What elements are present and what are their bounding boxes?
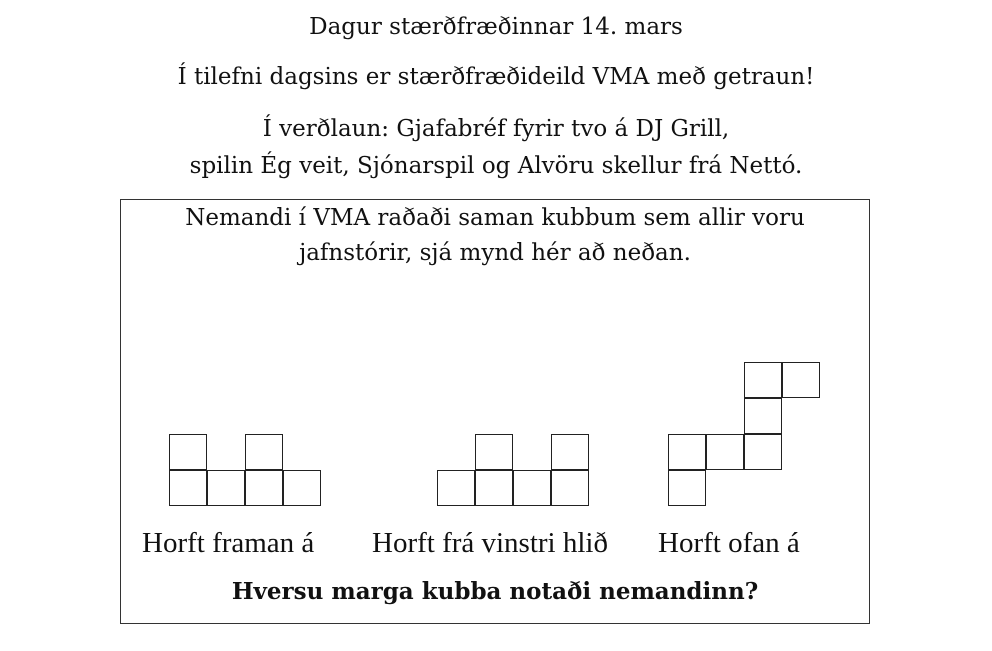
block-cell <box>744 362 782 398</box>
problem-intro-line-2: jafnstórir, sjá mynd hér að neðan. <box>299 240 691 266</box>
caption-top-view: Horft ofan á <box>658 527 800 559</box>
question: Hversu marga kubba notaði nemandinn? <box>231 578 759 605</box>
block-cell <box>668 434 706 470</box>
block-cell <box>169 470 207 506</box>
block-cell <box>475 434 513 470</box>
block-cell <box>283 470 321 506</box>
page-title: Dagur stærðfræðinnar 14. mars <box>309 14 683 40</box>
subtitle: Í tilefni dagsins er stærðfræðideild VMA með getraun! <box>177 64 815 90</box>
block-cell <box>551 470 589 506</box>
caption-left-view: Horft frá vinstri hlið <box>372 527 608 559</box>
block-cell <box>744 398 782 434</box>
block-cell <box>744 434 782 470</box>
caption-front-view: Horft framan á <box>142 527 315 559</box>
block-cell <box>245 470 283 506</box>
block-cell <box>551 434 589 470</box>
block-cell <box>513 470 551 506</box>
block-cell <box>475 470 513 506</box>
block-cell <box>782 362 820 398</box>
problem-intro-line-1: Nemandi í VMA raðaði saman kubbum sem allir voru <box>185 205 805 231</box>
block-cell <box>169 434 207 470</box>
block-cell <box>245 434 283 470</box>
block-cell <box>207 470 245 506</box>
block-cell <box>437 470 475 506</box>
prize-line-2: spilin Ég veit, Sjónarspil og Alvöru skellur frá Nettó. <box>189 153 803 179</box>
block-cell <box>706 434 744 470</box>
prize-line-1: Í verðlaun: Gjafabréf fyrir tvo á DJ Grill, <box>262 116 730 142</box>
block-cell <box>668 470 706 506</box>
